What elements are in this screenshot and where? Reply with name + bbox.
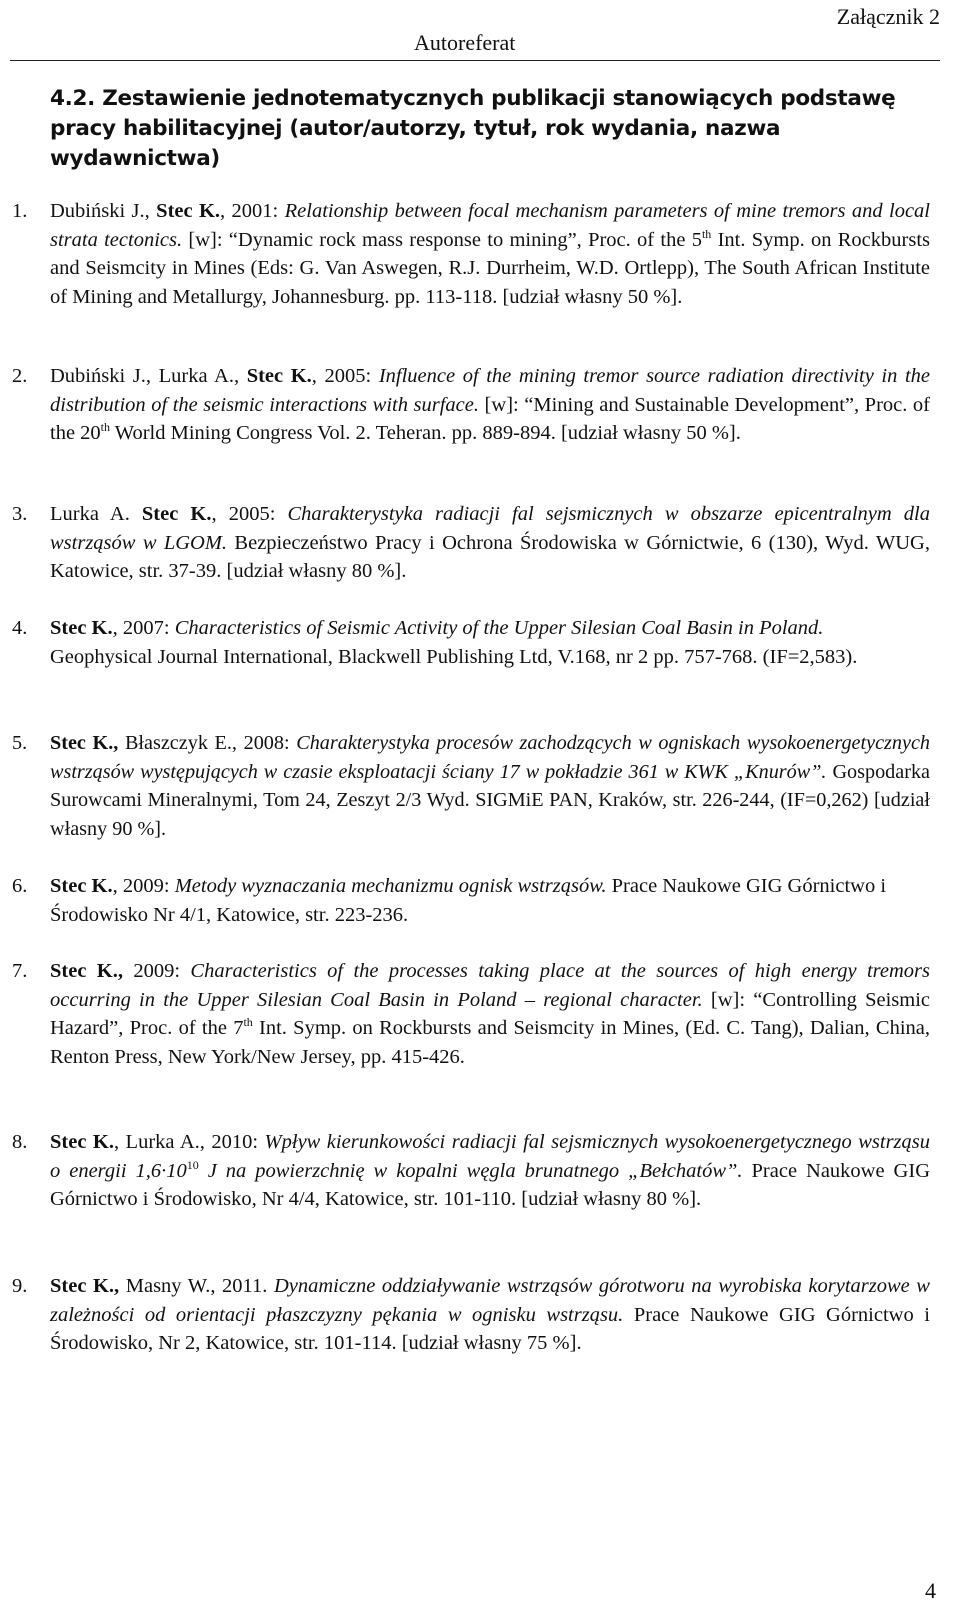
entry-superscript: th: [243, 1015, 253, 1030]
header-divider: [10, 60, 940, 61]
entry-superscript: th: [100, 420, 111, 435]
entry-authors: Masny W.: [119, 1275, 211, 1297]
entry-title: Relationship between focal mechanism parameters of mine tremors and local strata tectonics.: [50, 200, 930, 251]
entry-source: [w]: “Mining and Sustainable Development”, Proc. of the 20: [50, 393, 930, 445]
entry-year: , 2007:: [112, 617, 175, 639]
entry-number: 3.: [12, 503, 28, 525]
entry-number: 1.: [12, 200, 28, 222]
entry-authors: , Lurka A.: [113, 1131, 200, 1153]
entry-author-bold: Stec K.: [156, 200, 221, 222]
entry-year: , 2008:: [231, 732, 297, 754]
entry-title-cont: J na powierzchnię w kopalni węgla brunatnego „Bełchatów”.: [198, 1159, 743, 1182]
page-number: 4: [925, 1578, 936, 1603]
entry-source: Prace Naukowe GIG Górnictwo i Środowisko, Nr 4/4, Katowice, str. 101-110. [udział własny 80 %].: [50, 1159, 930, 1211]
entry-source: Gospodarka Surowcami Mineralnymi, Tom 24, Zeszyt 2/3 Wyd. SIGMiE PAN, Kraków, str. 226-244, (IF=0,262) [udział własny 90 %].: [50, 760, 930, 840]
entry-year: , 2005:: [311, 365, 379, 387]
entry-year: , 2011.: [210, 1275, 274, 1297]
publication-entry: [12, 614, 930, 671]
annex-label: Załącznik 2: [836, 4, 940, 29]
publication-entry: [12, 1272, 930, 1358]
entry-source: [w]: “Dynamic rock mass response to mining”, Proc. of the 5: [182, 228, 702, 251]
entry-source: Prace Naukowe GIG Górnictwo i Środowisko, Nr 2, Katowice, str. 101-114. [udział własny 75 %].: [50, 1303, 930, 1355]
entry-source: Geophysical Journal International, Blackwell Publishing Ltd, V.168, nr 2 pp. 757-768. (IF=2,583).: [50, 645, 858, 668]
section-title: 4.2. Zestawienie jednotematycznych publikacji stanowiących podstawę pracy habilitacyjnej (autor/autorzy, tytuł, rok wydania, nazwa wydawnictwa): [50, 86, 896, 171]
entry-number: 6.: [12, 875, 28, 897]
entry-year: , 2005:: [211, 503, 288, 525]
entry-title: Dynamiczne oddziaływanie wstrząsów górotworu na wyrobiska korytarzowe w zależności od orientacji płaszczyzny pękania w ognisku wstrząsu.: [50, 1275, 930, 1326]
entry-author-bold: Stec K.: [50, 1131, 114, 1153]
entry-author-bold: Stec K.: [246, 365, 312, 387]
entry-author-bold: Stec K.: [50, 875, 113, 897]
entry-number: 2.: [12, 365, 28, 387]
entry-year: , 2001:: [220, 200, 285, 222]
entry-superscript: 10: [186, 1157, 199, 1172]
entry-authors: Dubiński J.,: [50, 200, 157, 222]
entry-number: 5.: [12, 732, 28, 754]
entry-source-cont: Int. Symp. on Rockbursts and Seismcity in Mines, (Ed. C. Tang), Dalian, China, Renton Press, New York/New Jersey, pp. 415-426.: [50, 1017, 930, 1068]
entry-superscript: th: [701, 226, 712, 241]
entry-author-bold: Stec K.: [50, 617, 113, 639]
entry-number: 8.: [12, 1131, 28, 1153]
publication-entry: [12, 957, 930, 1071]
entry-authors: Dubiński J., Lurka A.,: [50, 365, 247, 387]
entry-source: Bezpieczeństwo Pracy i Ochrona Środowiska w Górnictwie, 6 (130), Wyd. WUG, Katowice, str. 37-39. [udział własny 80 %].: [50, 531, 930, 583]
entry-title: Wpływ kierunkowości radiacji fal sejsmicznych wysokoenergetycznego wstrząsu o energii 1,6·10: [50, 1131, 931, 1182]
publication-entry: [12, 872, 930, 929]
entry-number: 7.: [12, 960, 28, 982]
publication-entry: [12, 362, 931, 448]
entry-author-bold: Stec K.,: [50, 1275, 120, 1297]
publication-entry: [12, 729, 931, 843]
entry-authors: Błaszczyk E.: [118, 732, 232, 754]
entry-title: Metody wyznaczania mechanizmu ognisk wstrząsów.: [174, 875, 607, 897]
publication-entry: [12, 1128, 931, 1214]
entry-source-cont: World Mining Congress Vol. 2. Teheran. pp. 889-894. [udział własny 50 %].: [110, 422, 741, 445]
entry-title: Charakterystyka procesów zachodzących w ogniskach wysokoenergetycznych wstrząsów występujących w czasie eksploatacji ściany 17 w pokładzie 361 w KWK „Knurów”.: [50, 732, 931, 783]
entry-year: , 2010:: [199, 1131, 265, 1153]
entry-author-bold: Stec K.,: [50, 732, 119, 754]
entry-source: Prace Naukowe GIG Górnictwo i Środowisko Nr 4/1, Katowice, str. 223-236.: [50, 875, 887, 926]
entry-source: [w]: “Controlling Seismic Hazard”, Proc. of the 7: [50, 988, 930, 1040]
entry-source-cont: Int. Symp. on Rockbursts and Seismcity in Mines (Eds: G. Van Aswegen, R.J. Durrheim, W.D. Ortlepp), The South African Institute of Mining and Metallurgy, Johannesburg. pp. 113-118. [udział własny 50 %].: [50, 228, 930, 308]
entry-title: Influence of the mining tremor source radiation directivity in the distribution of the seismic interactions with surface.: [50, 365, 931, 416]
entry-author-bold: Stec K.,: [50, 960, 123, 982]
entry-year: , 2009:: [112, 875, 175, 897]
publication-entry: [12, 197, 930, 311]
entry-number: 9.: [12, 1275, 28, 1297]
entry-year: 2009:: [122, 960, 191, 982]
entry-title: Characteristics of the processes taking place at the sources of high energy tremors occurring in the Upper Silesian Coal Basin in Poland – regional character.: [50, 960, 930, 1011]
document-subtitle: Autoreferat: [414, 30, 516, 55]
entry-author-bold: Stec K.: [141, 503, 212, 525]
entry-number: 4.: [12, 617, 28, 639]
publication-entry: [12, 500, 930, 586]
entry-title: Characteristics of Seismic Activity of the Upper Silesian Coal Basin in Poland.: [174, 617, 824, 639]
entry-title: Charakterystyka radiacji fal sejsmicznych w obszarze epicentralnym dla wstrząsów w LGOM.: [50, 503, 930, 554]
entry-authors: Lurka A.: [50, 503, 142, 525]
